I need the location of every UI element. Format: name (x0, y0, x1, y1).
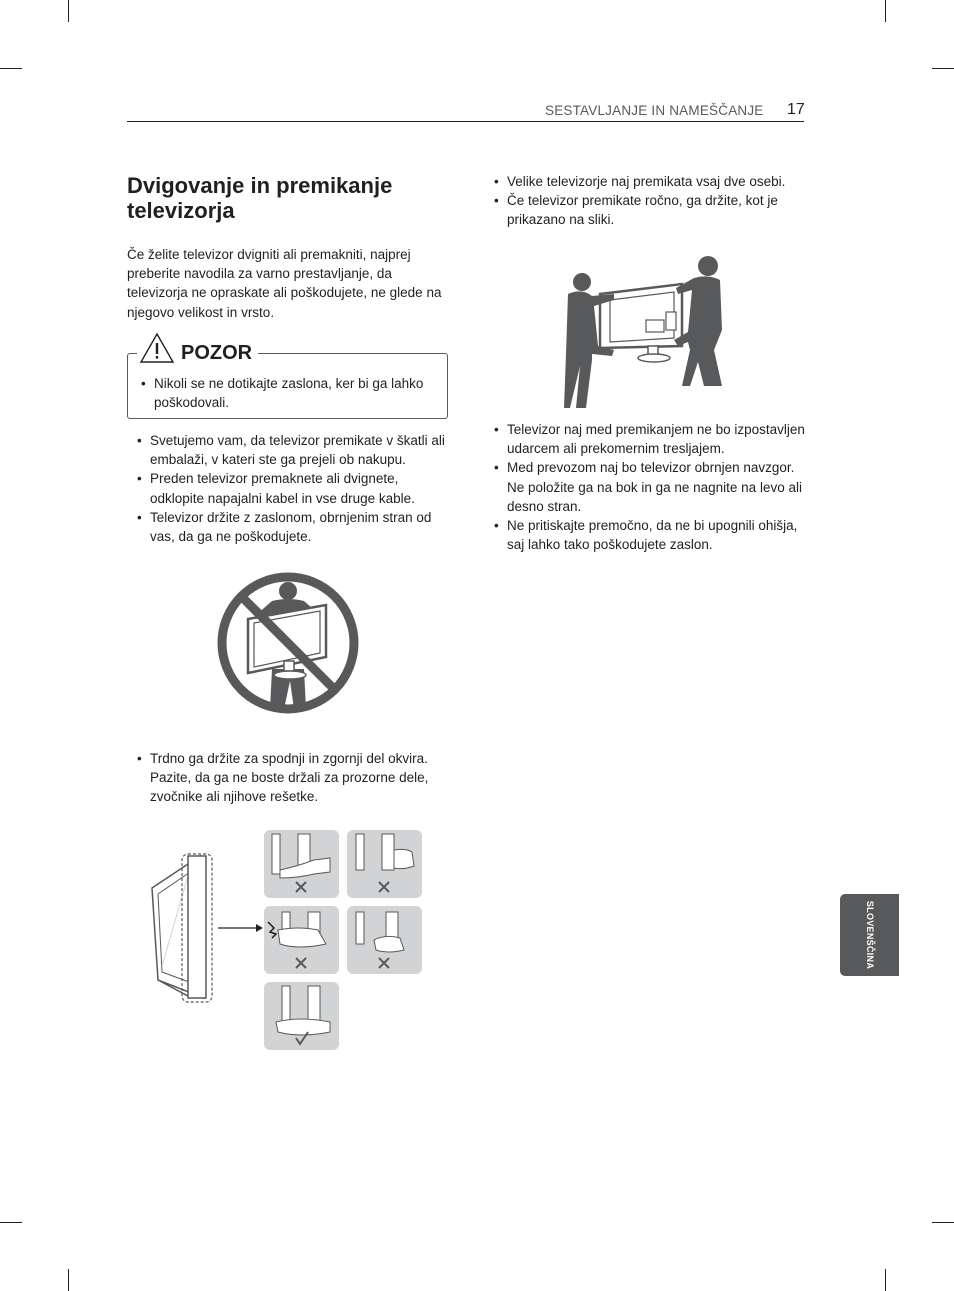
intro-paragraph: Če želite televizor dvigniti ali premakniti, najprej preberite navodila za varno prestavljanje, da televizorja ne opraskate ali poškodujete, ne glede na njegovo velikost in vrsto. (127, 247, 442, 320)
grip-panel-wrong-2 (347, 830, 422, 898)
caution-list (140, 374, 440, 412)
section-header: SESTAVLJANJE IN NAMEŠČANJE (545, 103, 764, 118)
crop-mark (0, 68, 22, 69)
crop-mark (885, 1269, 886, 1291)
left-list-1 (136, 431, 456, 546)
left-list-2 (136, 749, 456, 807)
list-item: • Televizor naj med premikanjem ne bo izpostavljen udarcem ali prekomernim tresljajem. (493, 420, 813, 458)
right-list-2 (493, 420, 813, 554)
warning-triangle-icon (139, 332, 175, 364)
list-item: • Trdno ga držite za spodnji in zgornji del okvira. Pazite, da ga ne boste držali za prozorne dele, zvočnike ali njihove rešetke. (136, 749, 456, 807)
language-tab-label: SLOVENŠČINA (865, 900, 875, 970)
caution-label: POZOR (181, 342, 253, 364)
crop-mark (885, 0, 886, 22)
list-item: • Preden televizor premaknete ali dvignete, odklopite napajalni kabel in vse druge kable. (136, 469, 456, 507)
crop-mark (932, 68, 954, 69)
page-number: 17 (787, 101, 805, 118)
grip-panel-wrong-1 (264, 830, 339, 898)
grip-panel-wrong-3 (264, 906, 339, 974)
crop-mark (0, 1222, 22, 1223)
list-item: • Svetujemo vam, da televizor premikate v škatli ali embalaži, v kateri ste ga prejeli ob nakupu. (136, 431, 456, 469)
prohibited-carrying-figure (214, 569, 362, 717)
grip-panel-wrong-4 (347, 906, 422, 974)
right-list-1 (493, 172, 813, 230)
page-title: Dvigovanje in premikanje televizorja (127, 173, 393, 223)
header-rule (127, 121, 804, 122)
list-item: • Če televizor premikate ročno, ga držite, kot je prikazano na sliki. (493, 191, 813, 229)
list-item: • Nikoli se ne dotikajte zaslona, ker bi ga lahko poškodovali. (140, 374, 440, 412)
two-person-carrying-figure (562, 250, 728, 410)
crop-mark (68, 1269, 69, 1291)
list-item: • Med prevozom naj bo televizor obrnjen navzgor. Ne položite ga na bok in ga ne nagnite na levo ali desno stran. (493, 458, 813, 516)
crop-mark (68, 0, 69, 22)
list-item: • Velike televizorje naj premikata vsaj dve osebi. (493, 172, 813, 191)
list-item: • Televizor držite z zaslonom, obrnjenim stran od vas, da ga ne poškodujete. (136, 508, 456, 546)
crop-mark (932, 1222, 954, 1223)
list-item: • Ne pritiskajte premočno, da ne bi upognili ohišja, saj lahko tako poškodujete zaslon. (493, 516, 813, 554)
tv-side-view (152, 854, 263, 1002)
grip-diagram (148, 826, 428, 1054)
caution-heading (137, 330, 258, 364)
grip-panel-correct (264, 982, 339, 1050)
